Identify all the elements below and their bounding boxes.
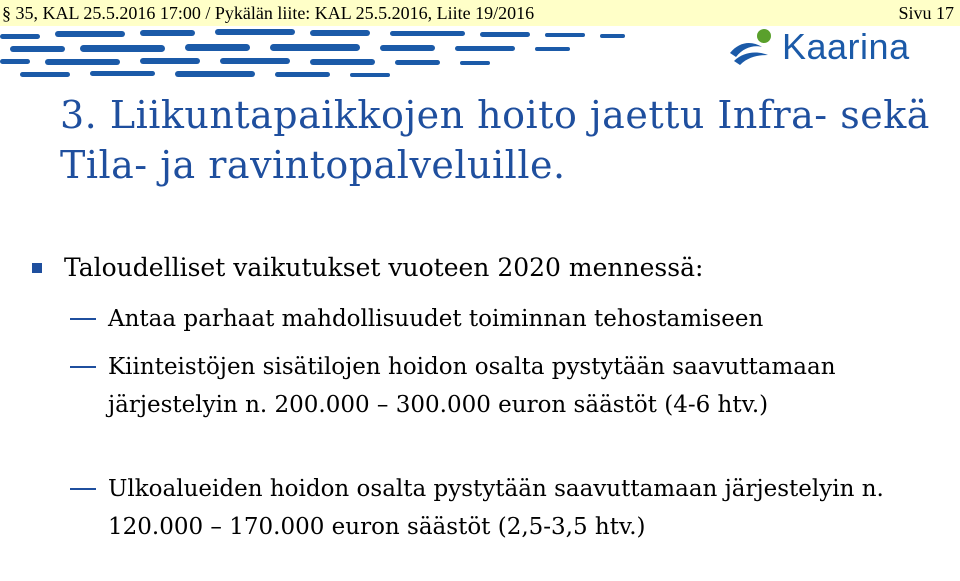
bullet-text: Taloudelliset vaikutukset vuoteen 2020 mennessä:: [64, 253, 704, 282]
sub-item: [70, 470, 930, 546]
sub-item-text: Kiinteistöjen sisätilojen hoidon osalta pystytään saavuttamaan järjestelyin n. 200.000 – 300.000 euron säästöt (4-6 htv.): [108, 354, 836, 418]
kaarina-logo-text: Kaarina: [782, 26, 910, 67]
square-bullet-icon: [32, 263, 42, 273]
wave-decoration: [0, 26, 640, 86]
kaarina-logo: [728, 22, 953, 72]
header-reference: § 35, KAL 25.5.2016 17:00 / Pykälän liite: KAL 25.5.2016, Liite 19/2016: [2, 2, 535, 23]
slide-title: 3. Liikuntapaikkojen hoito jaettu Infra- sekä Tila- ja ravintopalveluille.: [60, 93, 930, 187]
bullet-item: [32, 248, 932, 288]
sub-item-text: Antaa parhaat mahdollisuudet toiminnan tehostamiseen: [108, 306, 764, 332]
dash-icon: [70, 488, 96, 490]
dash-icon: [70, 366, 96, 368]
sub-item-text: Ulkoalueiden hoidon osalta pystytään saavuttamaan järjestelyin n. 120.000 – 170.000 euron säästöt (2,5-3,5 htv.): [108, 476, 884, 540]
sub-item: [70, 300, 930, 338]
kaarina-logo-mark-icon: [728, 27, 776, 67]
sub-item: [70, 348, 930, 424]
dash-icon: [70, 318, 96, 320]
page-number: Sivu 17: [898, 2, 954, 23]
